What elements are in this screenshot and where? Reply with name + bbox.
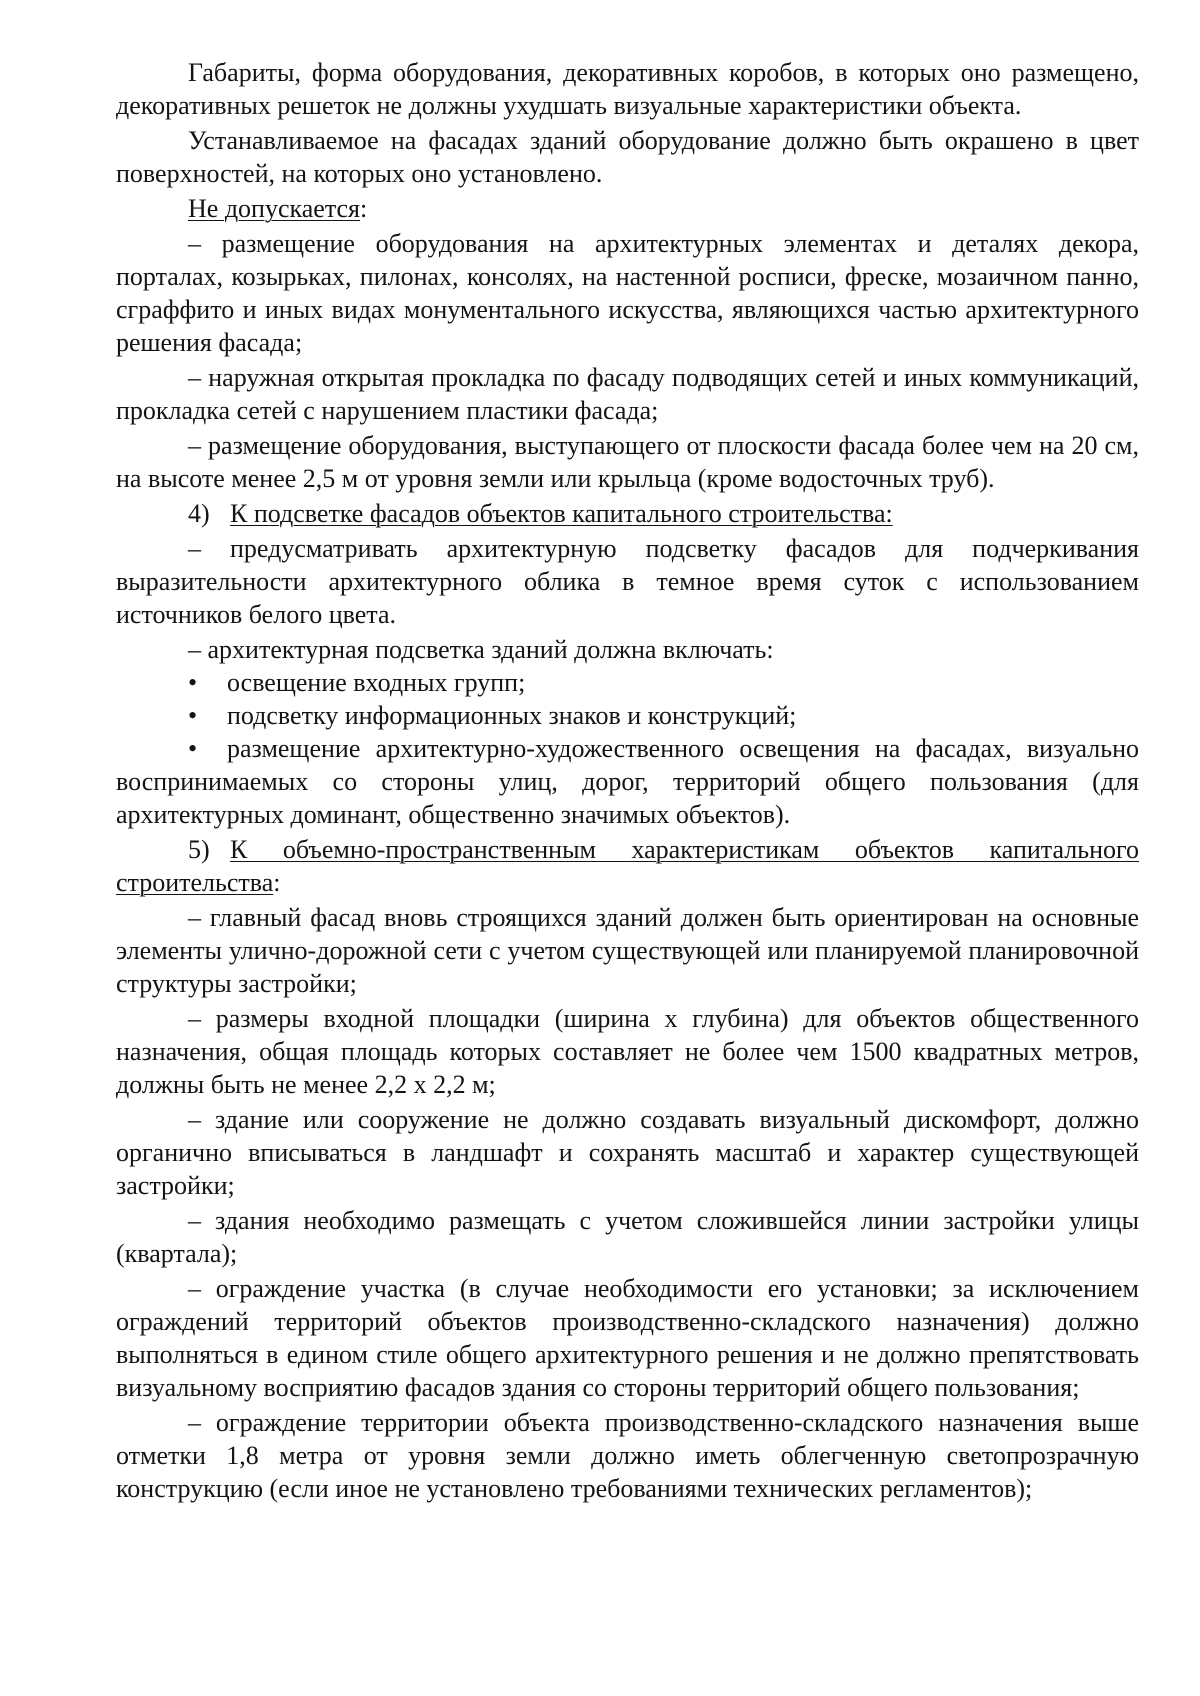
not-allowed-heading-colon: : (360, 194, 368, 223)
bullet-text-3: размещение архитектурно-художественного освещения на фасадах, визуально воспринимаемых со стороны улиц, дорог, территорий общего пользования (для архитектурных доминант, общественно значимых объектов). (116, 734, 1139, 829)
section-4-heading (116, 497, 1139, 530)
bullet-item-3 (116, 732, 1139, 831)
section-5-item-3: – здание или сооружение не должно создавать визуальный дискомфорт, должно органично вписываться в ландшафт и сохранять масштаб и характер существующей застройки; (116, 1105, 1139, 1200)
section-4-title: К подсветке фасадов объектов капитального строительства: (230, 499, 893, 528)
bullet-item-2 (116, 699, 1139, 732)
not-allowed-item-3: – размещение оборудования, выступающего от плоскости фасада более чем на 20 см, на высоте менее 2,5 м от уровня земли или крыльца (кроме водосточных труб). (116, 431, 1139, 493)
section-4-number: 4) (188, 499, 210, 528)
section-5-colon: : (273, 868, 281, 897)
bullet-item-1 (116, 666, 1139, 699)
paragraph-equipment-dimensions: Габариты, форма оборудования, декоративных коробов, в которых оно размещено, декоративных решеток не должны ухудшать визуальные характеристики объекта. (116, 58, 1139, 120)
section-5-item-1: – главный фасад вновь строящихся зданий должен быть ориентирован на основные элементы улично-дорожной сети с учетом существующей или планируемой планировочной структуры застройки; (116, 903, 1139, 998)
section-4-item-1: – предусматривать архитектурную подсветку фасадов для подчеркивания выразительности архитектурного облика в темное время суток с использованием источников белого цвета. (116, 534, 1139, 629)
section-4-item-2: – архитектурная подсветка зданий должна включать: (188, 635, 774, 664)
section-5-item-2: – размеры входной площадки (ширина х глубина) для объектов общественного назначения, общая площадь которых составляет не более чем 1500 квадратных метров, должны быть не менее 2,2 х 2,2 м; (116, 1004, 1139, 1099)
not-allowed-heading (116, 192, 1139, 225)
bullet-text-2: подсветку информационных знаков и конструкций; (227, 701, 797, 730)
bullet-dot-3: • (188, 734, 198, 763)
paragraph-equipment-color: Устанавливаемое на фасадах зданий оборудование должно быть окрашено в цвет поверхностей, на которых оно установлено. (116, 126, 1139, 188)
not-allowed-heading-text: Не допускается (188, 194, 360, 223)
section-5-item-5: – ограждение участка (в случае необходимости его установки; за исключением ограждений территорий объектов производственно-складского назначения) должно выполняться в едином стиле общего архитектурного решения и не должно препятствовать визуальному восприятию фасадов здания со стороны территорий общего пользования; (116, 1274, 1139, 1402)
section-5-number: 5) (188, 835, 210, 864)
section-5-item-6: – ограждение территории объекта производственно-складского назначения выше отметки 1,8 метра от уровня земли должно иметь облегченную светопрозрачную конструкцию (если иное не установлено требованиями технических регламентов); (116, 1408, 1139, 1503)
section-5-heading (116, 833, 1139, 899)
section-5-title: К объемно-пространственным характеристикам объектов капитального строительства (116, 835, 1139, 897)
not-allowed-item-2: – наружная открытая прокладка по фасаду подводящих сетей и иных коммуникаций, прокладка сетей с нарушением пластики фасада; (116, 363, 1139, 425)
section-5-item-4: – здания необходимо размещать с учетом сложившейся линии застройки улицы (квартала); (116, 1206, 1139, 1268)
bullet-dot-1: • (188, 668, 198, 697)
not-allowed-item-1: – размещение оборудования на архитектурных элементах и деталях декора, порталах, козырьках, пилонах, консолях, на настенной росписи, фреске, мозаичном панно, сграффито и иных видах монументального искусства, являющихся частью архитектурного решения фасада; (116, 229, 1139, 357)
bullet-text-1: освещение входных групп; (227, 668, 526, 697)
bullet-dot-2: • (188, 701, 198, 730)
